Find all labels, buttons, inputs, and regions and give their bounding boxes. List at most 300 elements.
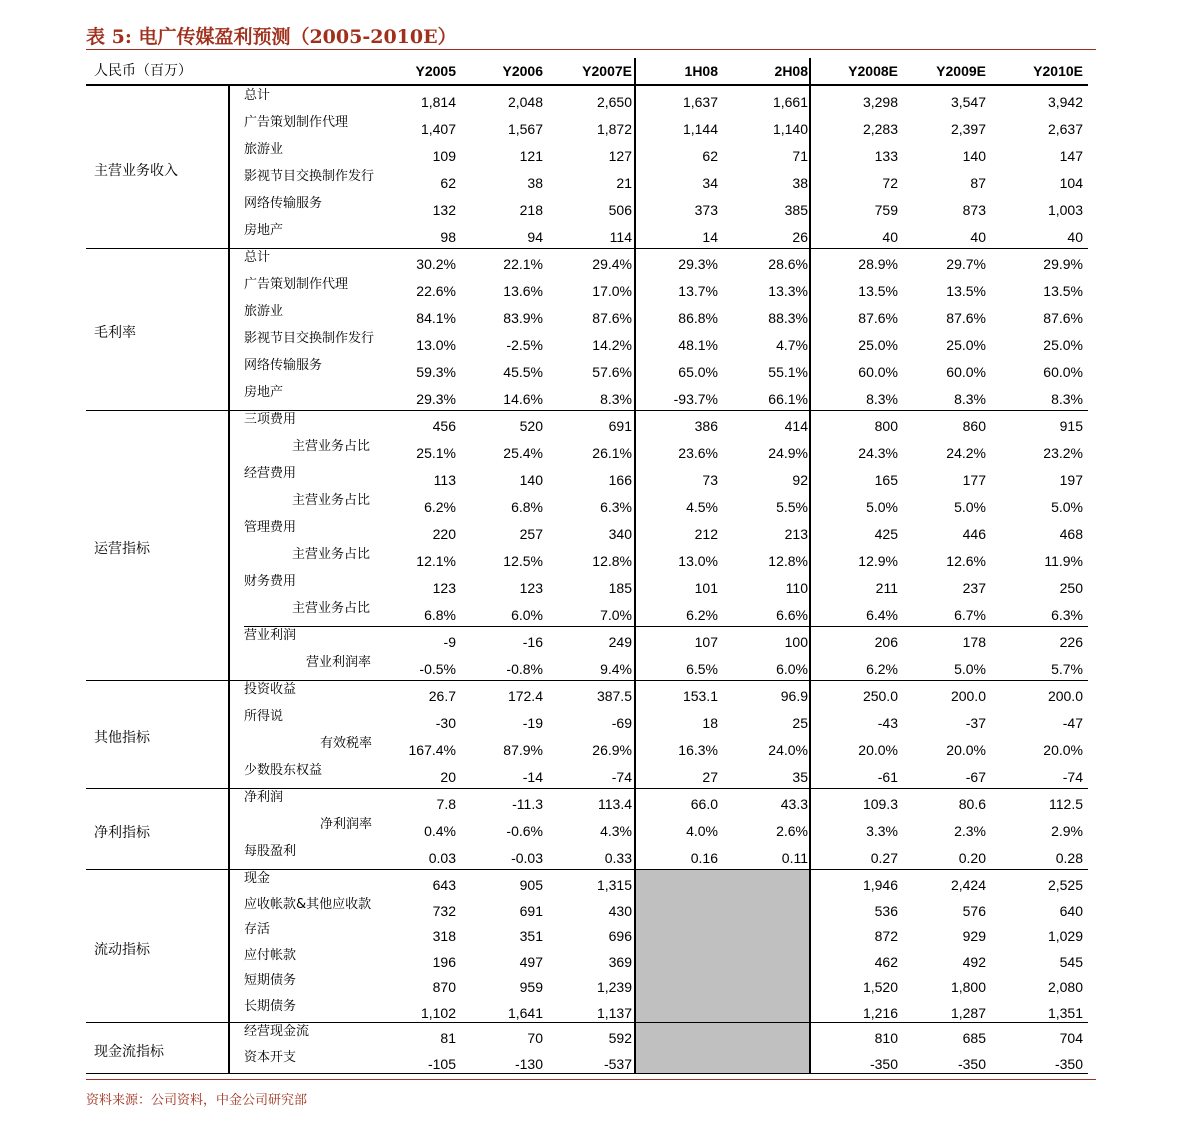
table-cell: 35 — [792, 769, 808, 785]
table-cell: 6.2% — [686, 607, 718, 623]
table-cell: 100 — [784, 634, 808, 650]
table-cell: 87.6% — [1043, 310, 1083, 326]
table-cell: 1,351 — [1047, 1004, 1083, 1021]
table-cell: 12.8% — [768, 553, 808, 569]
table-cell: 6.5% — [686, 661, 718, 677]
table-cell: -74 — [1062, 769, 1083, 785]
table-cell: 2,650 — [596, 94, 632, 110]
table-cell: 5.7% — [1051, 661, 1083, 677]
table-row — [86, 221, 1088, 248]
table-cell — [724, 952, 808, 972]
table-cell: 27 — [702, 769, 718, 785]
table-cell: 165 — [874, 472, 898, 488]
table-cell: -2.5% — [506, 337, 543, 353]
table-cell: 132 — [432, 202, 456, 218]
table-cell: 5.0% — [866, 499, 898, 515]
table-cell: -30 — [435, 715, 456, 731]
row-label: 网络传输服务 — [244, 196, 323, 211]
table-cell: 959 — [519, 979, 543, 995]
table-cell: 12.6% — [946, 553, 986, 569]
row-label: 旅游业 — [244, 142, 284, 157]
group-label: 现金流指标 — [94, 1043, 164, 1060]
table-cell: 172.4 — [507, 688, 543, 704]
group-label: 净利指标 — [94, 824, 150, 841]
table-row — [86, 653, 1088, 680]
table-cell: 70 — [527, 1030, 543, 1046]
table-cell: 57.6% — [592, 364, 632, 380]
table-cell: -67 — [965, 769, 986, 785]
table-cell: 6.4% — [866, 607, 898, 623]
column-divider — [228, 86, 230, 1073]
table-cell: 1,661 — [772, 94, 808, 110]
table-cell: 110 — [785, 580, 808, 596]
table-cell: 213 — [784, 526, 808, 542]
table-cell: 249 — [608, 634, 632, 650]
table-cell — [724, 1003, 808, 1023]
table-cell: 34 — [702, 175, 718, 191]
table-cell: 3,298 — [862, 94, 898, 110]
table-row — [86, 599, 1088, 626]
table-cell: 13.7% — [678, 283, 718, 299]
table-cell: 24.0% — [768, 742, 808, 758]
table-cell: 1,520 — [862, 979, 898, 995]
table-cell: -74 — [611, 769, 632, 785]
table-cell: 2.3% — [954, 823, 986, 839]
row-label: 营业利润 — [244, 628, 297, 643]
table-cell: 45.5% — [503, 364, 543, 380]
table-cell: 497 — [519, 953, 543, 970]
table-cell: 94 — [527, 229, 543, 245]
table-cell: 2,080 — [1047, 979, 1083, 995]
table-cell: 211 — [875, 580, 898, 596]
table-cell: 60.0% — [858, 364, 898, 380]
table-cell: 20 — [440, 769, 456, 785]
table-cell: 250.0 — [862, 688, 898, 704]
table-cell: -11.3 — [512, 796, 543, 812]
table-cell: 0.27 — [870, 850, 898, 866]
column-header: 2H08 — [774, 63, 808, 79]
table-cell: 38 — [792, 175, 808, 191]
table-cell: 8.3% — [866, 391, 898, 407]
group-label: 流动指标 — [94, 941, 150, 958]
table-cell: 87.9% — [503, 742, 543, 758]
row-label: 所得说 — [244, 709, 284, 724]
table-cell: 425 — [874, 526, 898, 542]
row-label: 现金 — [244, 871, 271, 886]
table-cell: 177 — [962, 472, 986, 488]
table-cell: 25.1% — [416, 445, 456, 461]
row-label: 主营业务占比 — [292, 439, 371, 454]
table-cell: 206 — [874, 634, 898, 650]
table-cell — [724, 1028, 808, 1048]
table-cell: 25 — [792, 715, 808, 731]
table-cell: 23.2% — [1043, 445, 1083, 461]
table-cell: 123 — [519, 580, 543, 596]
table-row — [86, 869, 1088, 895]
table-cell: 26.7 — [428, 688, 456, 704]
table-row — [86, 356, 1088, 383]
table-cell: 24.9% — [768, 445, 808, 461]
table-cell: 257 — [519, 526, 543, 542]
table-cell: 2,525 — [1047, 877, 1083, 893]
table-cell: 800 — [874, 418, 898, 434]
table-row — [86, 329, 1088, 356]
table-cell: 112.5 — [1049, 796, 1083, 812]
table-cell: 1,003 — [1047, 202, 1083, 218]
table-cell: 80.6 — [958, 796, 986, 812]
table-cell: -350 — [869, 1055, 898, 1072]
row-label: 旅游业 — [244, 304, 284, 319]
table-cell: 1,946 — [862, 877, 898, 893]
table-cell: 6.8% — [511, 499, 543, 515]
table-cell: 14.2% — [592, 337, 632, 353]
table-cell: 6.7% — [954, 607, 986, 623]
table-cell: 66.0 — [690, 796, 718, 812]
table-cell: -0.5% — [419, 661, 456, 677]
table-row — [86, 572, 1088, 599]
table-cell: 13.5% — [1043, 283, 1083, 299]
table-cell: 6.2% — [866, 661, 898, 677]
table-cell: 6.6% — [776, 607, 808, 623]
row-label: 影视节目交换制作发行 — [244, 169, 375, 184]
row-label: 每股盈利 — [244, 844, 297, 859]
table-cell: 0.20 — [958, 850, 986, 866]
row-label: 净利润率 — [320, 817, 373, 832]
table-row — [86, 464, 1088, 491]
table-cell: 430 — [608, 902, 632, 919]
table-cell: 386 — [694, 418, 718, 434]
table-cell — [634, 952, 718, 972]
group-label: 运营指标 — [94, 541, 150, 557]
table-cell: 12.1% — [416, 553, 456, 569]
table-cell: 24.2% — [946, 445, 986, 461]
table-cell: -0.03 — [511, 850, 543, 866]
table-cell: -14 — [522, 769, 543, 785]
title-rule — [86, 49, 1096, 50]
table-header-row — [86, 58, 1088, 85]
table-cell: 127 — [608, 148, 632, 164]
table-cell: -61 — [877, 769, 898, 785]
table-row — [86, 1048, 1088, 1074]
table-cell: 2,283 — [862, 121, 898, 137]
column-divider — [809, 58, 811, 1073]
table-cell: 29.9% — [1043, 256, 1083, 272]
table-cell: 12.5% — [503, 553, 543, 569]
row-label: 有效税率 — [320, 736, 373, 751]
table-cell: 545 — [1059, 953, 1083, 970]
table-cell: 40 — [882, 229, 898, 245]
table-cell: 696 — [608, 928, 632, 944]
table-cell: 26.9% — [592, 742, 632, 758]
table-cell: 0.03 — [428, 850, 456, 866]
table-cell: 59.3% — [416, 364, 456, 380]
table-cell: 185 — [608, 580, 632, 596]
table-cell: 492 — [962, 953, 986, 970]
table-cell: 13.6% — [503, 283, 543, 299]
table-cell: -350 — [1054, 1055, 1083, 1072]
table-cell: 43.3 — [780, 796, 808, 812]
column-header: Y2008E — [848, 63, 898, 79]
subgroup-rule — [244, 626, 1088, 628]
table-cell: 26.1% — [592, 445, 632, 461]
table-cell: 22.1% — [503, 256, 543, 272]
table-cell: 3,942 — [1047, 94, 1083, 110]
table-cell: 178 — [962, 634, 986, 650]
table-row — [86, 842, 1088, 869]
table-cell: 109.3 — [862, 796, 898, 812]
table-cell — [724, 977, 808, 997]
table-cell: 18 — [702, 715, 718, 731]
table-cell: 8.3% — [600, 391, 632, 407]
table-cell: 20.0% — [858, 742, 898, 758]
table-cell: 4.0% — [686, 823, 718, 839]
table-cell: 6.2% — [424, 499, 456, 515]
table-cell — [724, 926, 808, 946]
column-header: Y2010E — [1033, 63, 1083, 79]
table-row — [86, 410, 1088, 437]
row-label: 资本开支 — [244, 1049, 297, 1065]
table-cell: 4.3% — [600, 823, 632, 839]
table-row — [86, 437, 1088, 464]
table-cell: 62 — [702, 148, 718, 164]
table-cell: 872 — [874, 928, 898, 944]
table-row — [86, 920, 1088, 946]
table-cell: 113.4 — [598, 796, 632, 812]
table-row — [86, 946, 1088, 972]
table-cell: 732 — [432, 902, 456, 919]
group-rule — [86, 1073, 1088, 1075]
table-cell: 140 — [962, 148, 986, 164]
table-cell: 98 — [440, 229, 456, 245]
table-cell: 153.1 — [682, 688, 718, 704]
table-cell: 870 — [432, 979, 456, 995]
table-cell: 4.5% — [686, 499, 718, 515]
table-row — [86, 545, 1088, 572]
table-cell: 84.1% — [416, 310, 456, 326]
table-cell: 17.0% — [592, 283, 632, 299]
table-cell: 83.9% — [503, 310, 543, 326]
table-cell: 81 — [440, 1030, 456, 1046]
table-cell: 29.3% — [416, 391, 456, 407]
table-cell: 1,216 — [862, 1004, 898, 1021]
table-cell: 28.6% — [768, 256, 808, 272]
table-cell: 48.1% — [678, 337, 718, 353]
row-label: 应收帐款&其他应收款 — [244, 896, 372, 912]
table-cell — [634, 1054, 718, 1074]
table-cell: 1,287 — [950, 1004, 986, 1021]
table-cell: 29.3% — [678, 256, 718, 272]
table-cell: 446 — [962, 526, 986, 542]
group-label: 其他指标 — [94, 730, 150, 746]
table-cell: 101 — [694, 580, 718, 596]
table-cell: 9.4% — [600, 661, 632, 677]
table-cell: 104 — [1059, 175, 1083, 191]
table-cell: 5.0% — [954, 499, 986, 515]
table-cell: 6.0% — [511, 607, 543, 623]
table-cell: 3,547 — [950, 94, 986, 110]
table-cell: 369 — [608, 953, 632, 970]
column-divider — [634, 58, 636, 1073]
table-cell: 6.8% — [424, 607, 456, 623]
row-label: 总计 — [244, 250, 271, 265]
row-label: 影视节目交换制作发行 — [244, 331, 375, 346]
table-cell: 200.0 — [950, 688, 986, 704]
table-row — [86, 707, 1088, 734]
table-cell — [634, 1003, 718, 1023]
table-cell: 1,637 — [682, 94, 718, 110]
table-cell: 691 — [519, 902, 543, 919]
table-cell: 87 — [970, 175, 986, 191]
table-cell — [724, 901, 808, 921]
table-cell: 40 — [1067, 229, 1083, 245]
column-header: Y2007E — [582, 63, 632, 79]
table-cell: 55.1% — [768, 364, 808, 380]
table-cell: 87.6% — [946, 310, 986, 326]
table-row — [86, 626, 1088, 653]
table-cell: 123 — [432, 580, 456, 596]
table-cell: 929 — [962, 928, 986, 944]
table-cell: 2.9% — [1051, 823, 1083, 839]
row-label: 广告策划制作代理 — [244, 115, 349, 130]
table-cell: 133 — [874, 148, 898, 164]
table-cell: -130 — [514, 1055, 543, 1072]
table-row — [86, 761, 1088, 788]
table-cell: 4.7% — [776, 337, 808, 353]
table-row — [86, 86, 1088, 113]
table-cell: 87.6% — [592, 310, 632, 326]
table-cell — [634, 875, 718, 895]
table-cell: 640 — [1059, 902, 1083, 919]
table-cell: 506 — [608, 202, 632, 218]
table-cell: 0.28 — [1055, 850, 1083, 866]
table-cell: 237 — [962, 580, 986, 596]
table-cell: 1,140 — [772, 121, 808, 137]
table-cell: 13.0% — [416, 337, 456, 353]
table-cell: 60.0% — [946, 364, 986, 380]
table-cell: 385 — [784, 202, 808, 218]
table-row — [86, 518, 1088, 545]
table-row — [86, 194, 1088, 221]
table-cell: 0.4% — [424, 823, 456, 839]
table-cell: 71 — [792, 148, 808, 164]
table-cell: -0.8% — [506, 661, 543, 677]
table-cell: 1,137 — [596, 1004, 632, 1021]
table-cell: 7.8 — [436, 796, 456, 812]
row-label: 财务费用 — [244, 574, 297, 589]
row-label: 主营业务占比 — [292, 547, 371, 562]
table-cell: 14 — [702, 229, 718, 245]
table-row — [86, 275, 1088, 302]
row-label: 主营业务占比 — [292, 493, 371, 508]
table-cell: 873 — [962, 202, 986, 218]
table-cell: 7.0% — [600, 607, 632, 623]
table-row — [86, 788, 1088, 815]
table-cell: -37 — [965, 715, 986, 731]
table-cell — [724, 1054, 808, 1074]
table-cell: 1,029 — [1047, 928, 1083, 944]
row-label: 短期债务 — [244, 973, 297, 988]
table-cell: 576 — [962, 902, 986, 919]
table-cell: 592 — [608, 1030, 632, 1046]
table-cell: 1,239 — [596, 979, 632, 995]
table-cell: -43 — [877, 715, 898, 731]
table-cell: 113 — [433, 472, 456, 488]
table-cell: 26 — [792, 229, 808, 245]
table-row — [86, 302, 1088, 329]
row-label: 存活 — [244, 922, 271, 937]
table-cell: 456 — [432, 418, 456, 434]
table-cell: 22.6% — [416, 283, 456, 299]
row-label: 房地产 — [244, 385, 284, 400]
table-cell: 212 — [694, 526, 718, 542]
table-cell: 25.0% — [946, 337, 986, 353]
table-cell: 16.3% — [678, 742, 718, 758]
table-cell: 387.5 — [596, 688, 632, 704]
table-cell: 5.5% — [776, 499, 808, 515]
table-row — [86, 680, 1088, 707]
table-cell: 200.0 — [1047, 688, 1083, 704]
table-cell: 1,800 — [950, 979, 986, 995]
table-cell: 318 — [432, 928, 456, 944]
table-cell: 197 — [1059, 472, 1083, 488]
footer-rule — [86, 1079, 1096, 1080]
table-cell — [634, 977, 718, 997]
table-cell: 29.7% — [946, 256, 986, 272]
table-cell: 30.2% — [416, 256, 456, 272]
table-cell: 220 — [432, 526, 456, 542]
table-cell: -0.6% — [506, 823, 543, 839]
table-cell: 29.4% — [592, 256, 632, 272]
column-header: 1H08 — [684, 63, 718, 79]
table-row — [86, 1022, 1088, 1048]
table-cell: 0.11 — [781, 850, 808, 866]
table-cell: 12.9% — [858, 553, 898, 569]
table-cell: 109 — [432, 148, 456, 164]
row-label: 长期债务 — [244, 998, 297, 1014]
row-label: 经营现金流 — [244, 1024, 310, 1039]
table-cell: 25.0% — [858, 337, 898, 353]
table-cell: 643 — [432, 877, 456, 893]
table-cell — [724, 875, 808, 895]
table-cell: 685 — [962, 1030, 986, 1046]
row-label: 广告策划制作代理 — [244, 277, 349, 292]
table-cell: 6.3% — [1051, 607, 1083, 623]
table-cell: 468 — [1059, 526, 1083, 542]
table-cell: 147 — [1059, 148, 1083, 164]
table-cell: 73 — [702, 472, 718, 488]
table-row — [86, 167, 1088, 194]
table-cell: 1,872 — [596, 121, 632, 137]
row-label: 应付帐款 — [244, 947, 297, 963]
table-cell: 1,102 — [420, 1004, 456, 1021]
table-cell: 28.9% — [858, 256, 898, 272]
table-cell: 86.8% — [678, 310, 718, 326]
table-cell: 13.0% — [678, 553, 718, 569]
table-cell: 13.5% — [946, 283, 986, 299]
row-label: 净利润 — [244, 790, 284, 805]
table-row — [86, 491, 1088, 518]
table-cell: 5.0% — [1051, 499, 1083, 515]
table-cell: 1,641 — [507, 1004, 543, 1021]
group-label: 毛利率 — [94, 325, 136, 341]
table-cell: 87.6% — [858, 310, 898, 326]
table-cell: 8.3% — [1051, 391, 1083, 407]
table-row — [86, 248, 1088, 275]
table-cell: 351 — [519, 928, 543, 944]
table-row — [86, 895, 1088, 921]
table-cell: 107 — [694, 634, 718, 650]
table-cell: 38 — [527, 175, 543, 191]
